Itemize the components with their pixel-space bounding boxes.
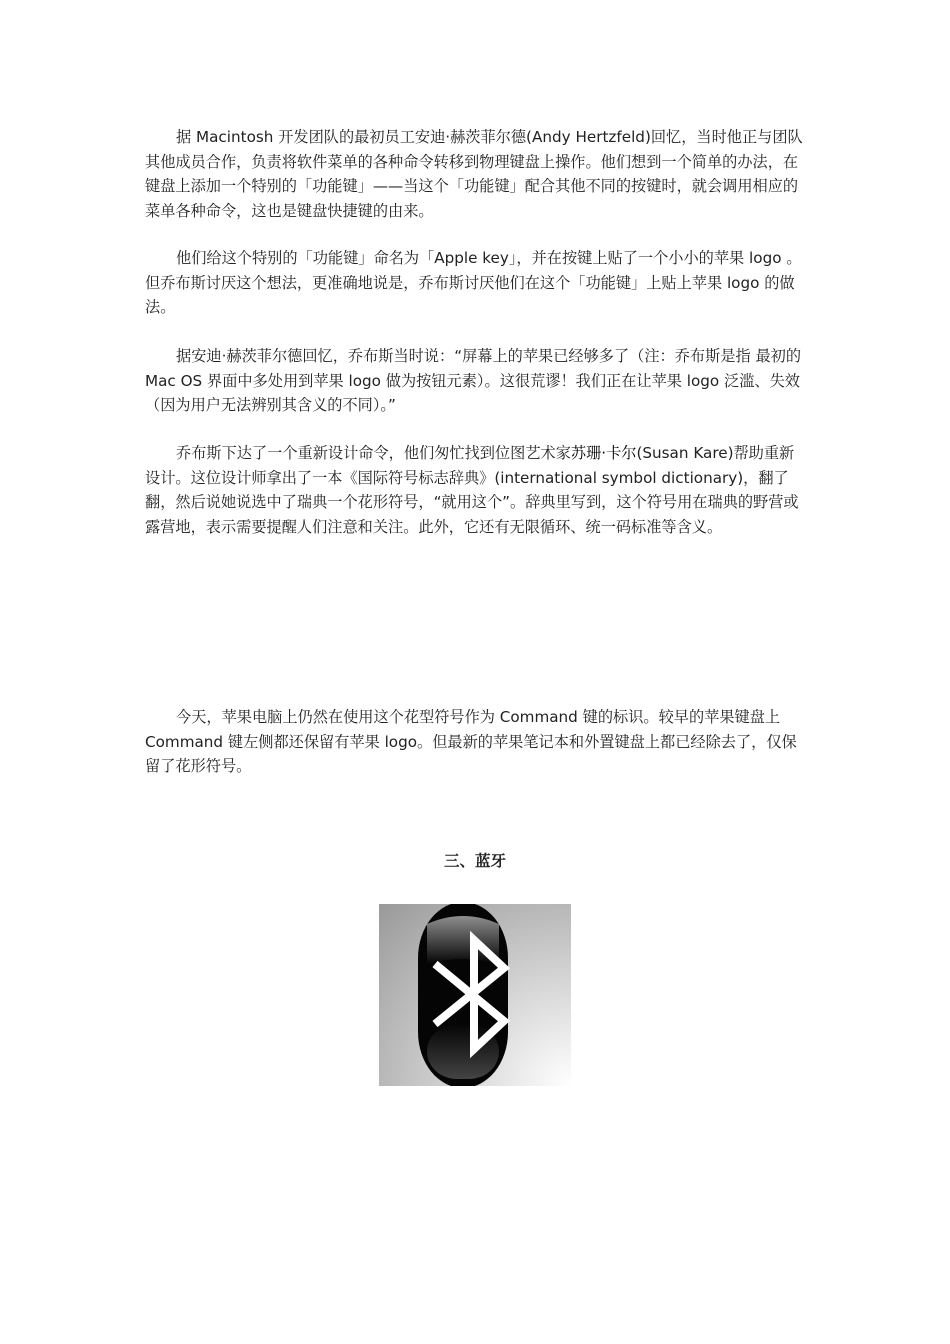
paragraph-command-key: 今天，苹果电脑上仍然在使用这个花型符号作为 Command 键的标识。较早的苹果键盘上 Command 键左侧都还保留有苹果 logo。但最新的苹果笔记本和外置键盘上都已经除去了，仅保留了花形符号。 bbox=[145, 708, 797, 776]
bluetooth-icon bbox=[379, 904, 571, 1086]
paragraph-andy-hertzfeld: 据 Macintosh 开发团队的最初员工安迪·赫茨菲尔德(Andy Hertzfeld)回忆，当时他正与团队其他成员合作，负责将软件菜单的各种命令转移到物理键盘上操作。他们想到一个简单的办法，在键盘上添加一个特别的「功能键」——当这个「功能键」配合其他不同的按键时，就会调用相应的菜单各种命令，这也是键盘快捷键的由来。 bbox=[145, 128, 803, 220]
section-title-bluetooth: 三、蓝牙 bbox=[443, 852, 506, 870]
paragraph-apple-key: 他们给这个特别的「功能键」命名为「Apple key」，并在按键上贴了一个小小的苹果 logo 。但乔布斯讨厌这个想法，更准确地说是，乔布斯讨厌他们在这个「功能键」上贴上苹果 logo 的做法。 bbox=[145, 249, 802, 317]
bluetooth-figure bbox=[379, 904, 571, 1086]
paragraph-text-after-link: (Susan Kare)帮助重新设计。这位设计师拿出了一本《国际符号标志辞典》(international symbol dictionary)，翻了翻，然后说她说选中了瑞典一个花形符号，“就用这个”。辞典里写到，这个符号用在瑞典的野营或露营地，表示需要提醒人们注意和关注。此外，它还有无限循环、统一码标准等含义。 bbox=[145, 444, 799, 536]
susan-kare-link[interactable]: 苏珊·卡尔 bbox=[570, 444, 637, 462]
paragraph-text-before-link: 乔布斯下达了一个重新设计命令，他们匆忙找到位图艺术家 bbox=[176, 444, 571, 462]
paragraph-susan-kare bbox=[145, 441, 803, 539]
paragraph-jobs-quote: 据安迪·赫茨菲尔德回忆，乔布斯当时说：“屏幕上的苹果已经够多了（注：乔布斯是指 最初的 Mac OS 界面中多处用到苹果 logo 做为按钮元素）。这很荒谬！我们正在让苹果 logo 泛滥、失效（因为用户无法辨别其含义的不同）。” bbox=[145, 347, 802, 415]
